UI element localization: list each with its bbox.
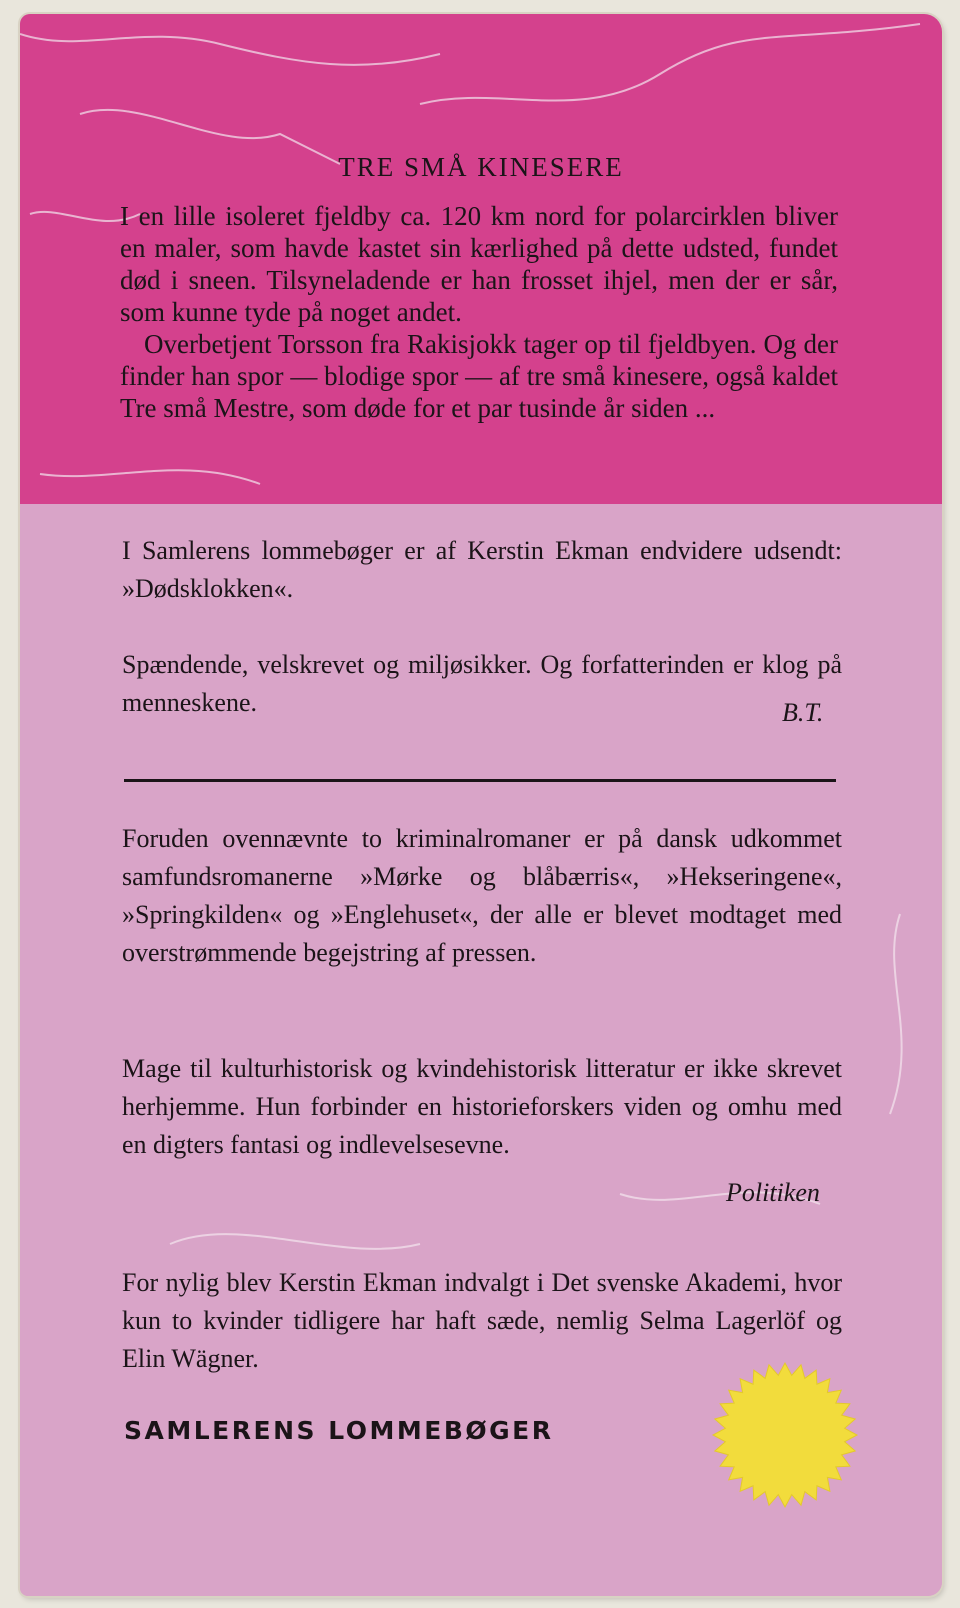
review-politiken-text: Mage til kulturhistorisk og kvindehistorisk litteratur er ikke skrevet herhjemme. Hun forbinder en historieforskers viden og omhu med en digters fantasi og indlevelsesevne. [122, 1054, 842, 1159]
yellow-starburst-sticker [710, 1360, 860, 1510]
series-name: SAMLERENS LOMMEBØGER [124, 1416, 554, 1445]
divider-rule [124, 779, 836, 782]
book-back-cover [20, 14, 942, 1596]
also-published-note: I Samlerens lommebøger er af Kerstin Ekman endvidere udsendt: »Dødsklokken«. [122, 536, 842, 603]
book-description [120, 200, 838, 424]
book-title: TRE SMÅ KINESERE [338, 152, 624, 183]
review-bt-text: Spændende, velskrevet og miljøsikker. Og forfatterinden er klog på menneskene. [122, 650, 842, 717]
description-paragraph-1: I en lille isoleret fjeldby ca. 120 km nord for polarcirklen bliver en maler, som havde kastet sin kærlighed på dette udsted, fundet død i sneen. Tilsyneladende er han frosset ihjel, men der er sår, som kunne tyde på noget andet. [120, 201, 838, 327]
academy-paragraph: For nylig blev Kerstin Ekman indvalgt i Det svenske Akademi, hvor kun to kvinder tidligere har haft sæde, nemlig Selma Lagerlöf og Elin Wägner. [122, 1268, 842, 1373]
review-politiken-source: Politiken [726, 1178, 820, 1207]
review-bt-source: B.T. [782, 698, 824, 727]
description-paragraph-2: Overbetjent Torsson fra Rakisjokk tager op til fjeldbyen. Og der finder han spor — blodige spor — af tre små kinesere, også kaldet Tre små Mestre, som døde for et par tusinde år siden ... [120, 329, 838, 423]
other-works-paragraph: Foruden ovennævnte to kriminalromaner er på dansk udkommet samfundsromanerne »Mørke og blåbærris«, »Hekseringene«, »Springkilden« og »Englehuset«, der alle er blevet modtaget med overstrømmende begejstring af pressen. [122, 824, 842, 967]
